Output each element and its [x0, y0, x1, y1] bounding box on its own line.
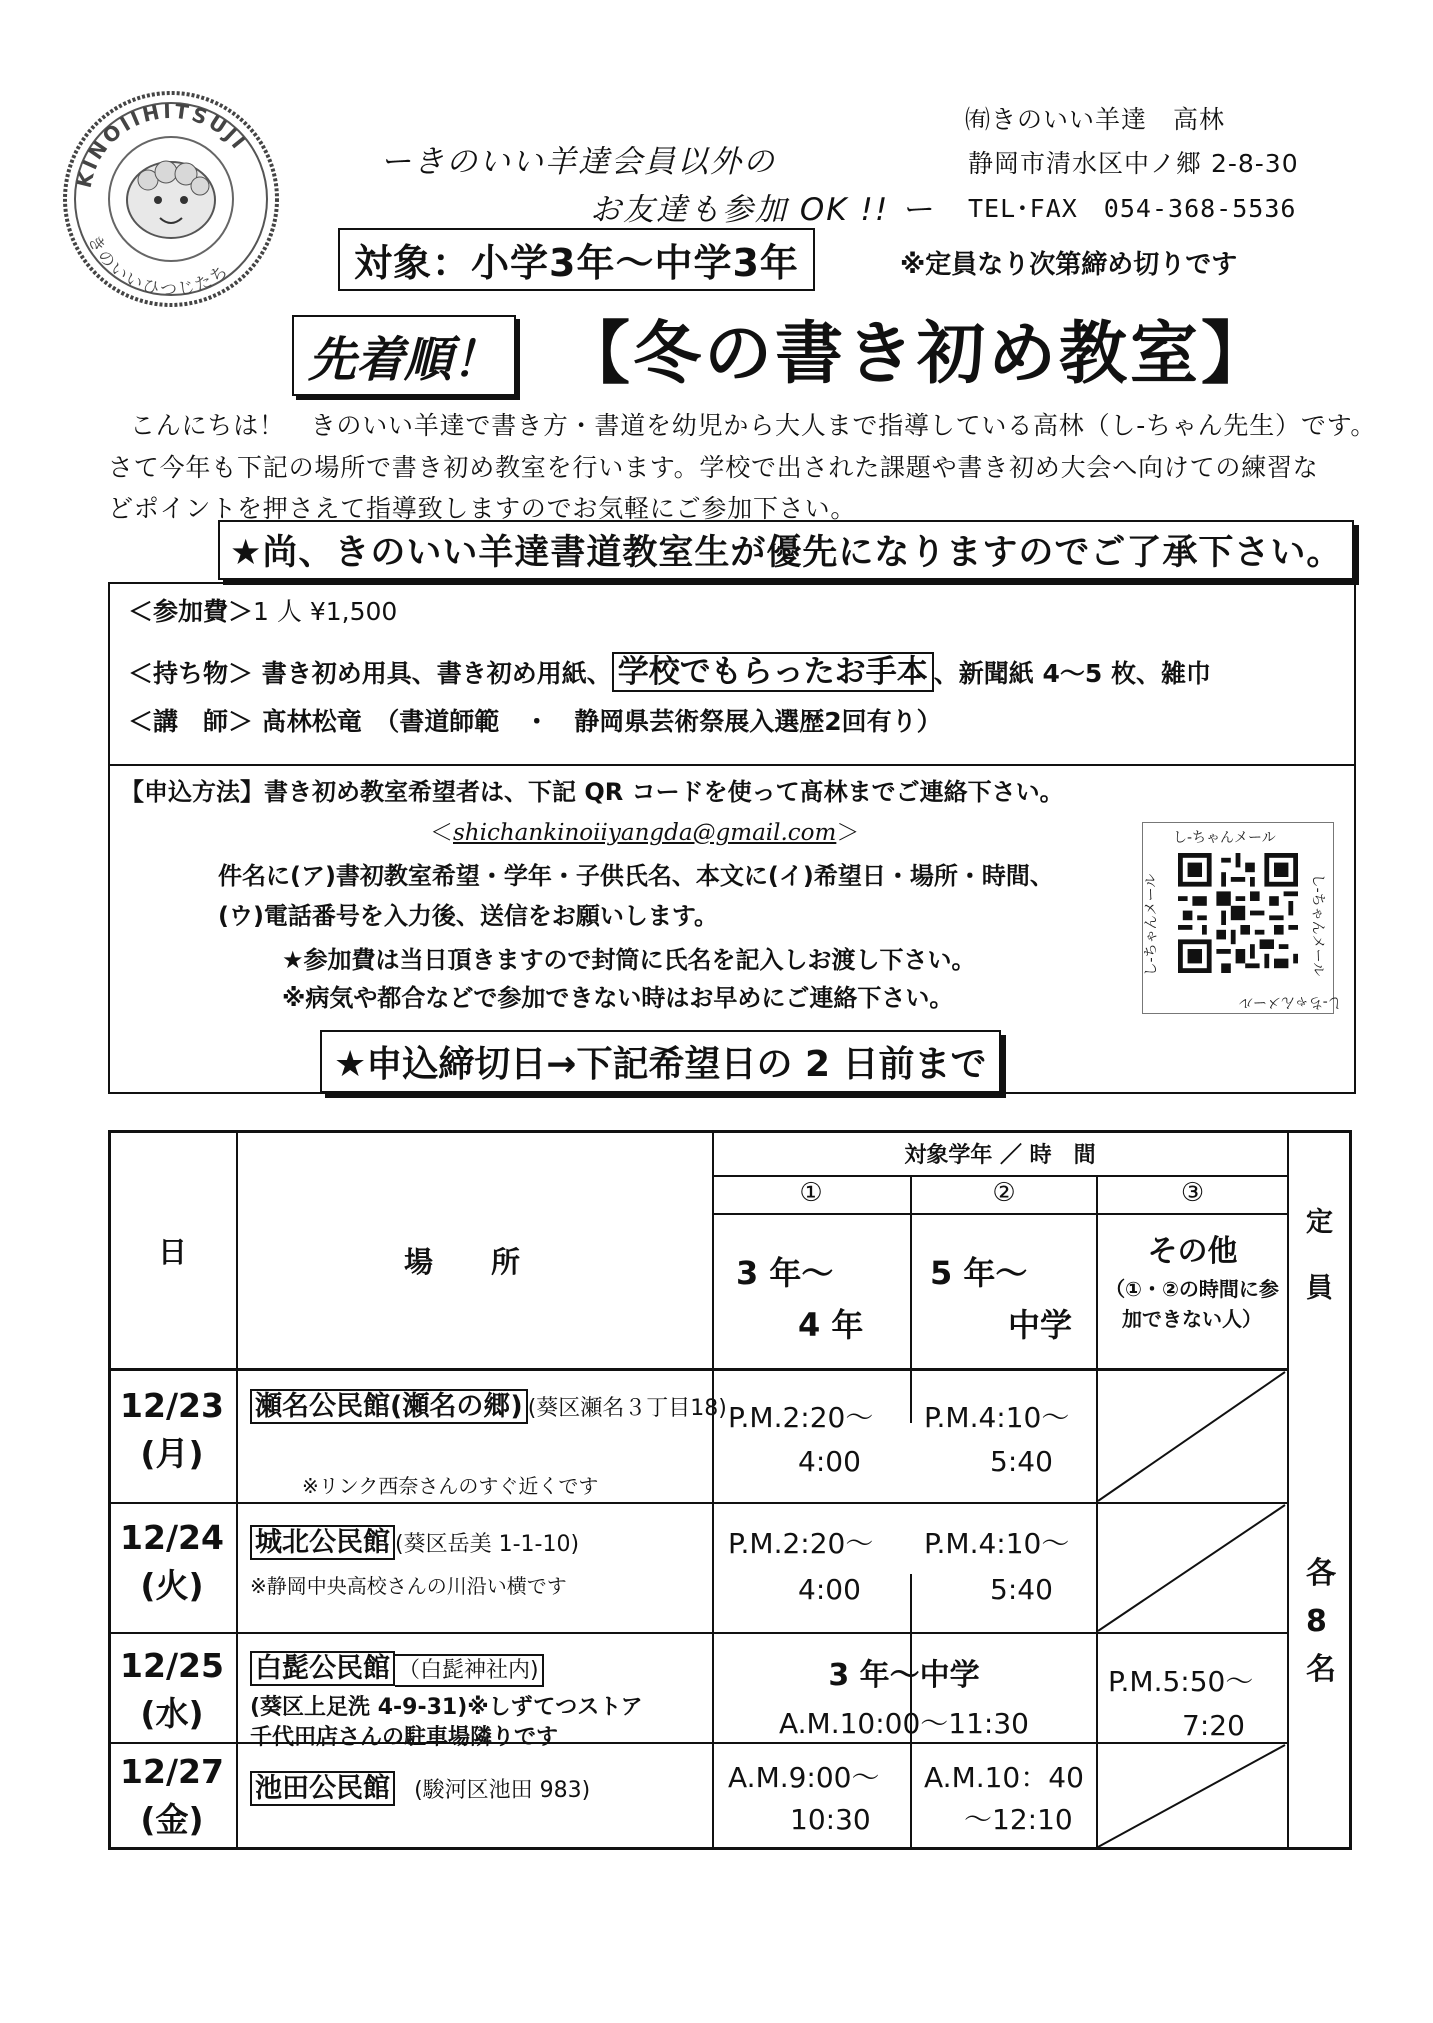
row3-merged-grade: 3 年～中学: [828, 1658, 980, 1693]
absence-note: ※病気や都合などで参加できない時はお早めにご連絡下さい。: [282, 984, 954, 1012]
row1-slot1-end: 4:00: [798, 1445, 861, 1478]
header-slot3-label: その他: [1147, 1234, 1238, 1269]
capacity-deadline-note: ※定員なり次第締め切りです: [900, 250, 1238, 280]
apply-instructions-line-2: (ウ)電話番号を入力後、送信をお願いします。: [218, 902, 719, 930]
row3-venue-extra: （白髭神社内): [395, 1654, 544, 1687]
row2-slot1-end: 4:00: [798, 1573, 861, 1606]
row3-venue-address: (葵区上足洗 4-9-31)※しずてつストア: [250, 1695, 643, 1720]
row4-date-value: 12/27: [120, 1752, 224, 1791]
row3-slot3-end: 7:20: [1182, 1709, 1245, 1742]
apply-instructions-line-1: 件名に(ア)書初教室希望・学年・子供氏名、本文に(イ)希望日・場所・時間、: [218, 862, 1054, 890]
company-telfax: TEL･FAX 054-368-5536: [968, 194, 1297, 223]
email-close-bracket: ＞: [836, 820, 860, 846]
row1-venue-name: 瀬名公民館(瀬名の郷): [250, 1389, 528, 1424]
fee-line: [128, 592, 397, 628]
header-slot2-label2: 中学: [1008, 1306, 1073, 1344]
items-post: 、新聞紙 4～5 枚、雑巾: [933, 659, 1211, 688]
info-box: [108, 582, 1356, 766]
row2-dow: (火): [140, 1566, 204, 1605]
row4-venue-address: (駿河区池田 983): [414, 1778, 591, 1803]
application-box: [108, 762, 1356, 1094]
qr-label-bottom: し-ちゃんメール: [1239, 994, 1342, 1010]
row3-venue-name: 白髭公民館: [250, 1651, 395, 1686]
row1-dow: (月): [140, 1434, 204, 1473]
row2-venue-name: 城北公民館: [250, 1525, 395, 1560]
row3-dow: (水): [140, 1694, 204, 1733]
logo-ring-top-text: KINOIIHITSUJI: [71, 98, 252, 190]
qr-code-block[interactable]: [1142, 822, 1342, 1014]
row3-merged-time: A.M.10:00～11:30: [778, 1707, 1029, 1740]
intro-line-2: さて今年も下記の場所で書き初め教室を行います。学校で出された課題や書き初め大会へ向けての練習な: [108, 453, 1319, 482]
qr-code-icon: [1178, 853, 1298, 973]
row4-slot2-end: ～12:10: [964, 1803, 1073, 1836]
header-slot1-label: 3 年～: [736, 1254, 834, 1292]
row2-venue-address: (葵区岳美 1-1-10): [395, 1532, 580, 1557]
header-grade-time: 対象学年 ／ 時 間: [904, 1143, 1096, 1168]
row2-venue: [250, 1520, 579, 1559]
row2-date-value: 12/24: [120, 1518, 224, 1557]
intro-line-1: こんにちは！ きのいい羊達で書き方・書道を幼児から大人まで指導している高林（し-ちゃん先生）です。: [130, 411, 1377, 440]
empty-slot-diagonal-row4: [1096, 1743, 1287, 1849]
row3-slot3-start: P.M.5:50～: [1108, 1665, 1254, 1698]
items-line: [128, 646, 1211, 691]
row3-date-value: 12/25: [120, 1646, 224, 1685]
header-slot2-label: 5 年～: [930, 1254, 1028, 1292]
qr-label-right: し-ちゃんメール: [1309, 873, 1326, 977]
row4-slot2-start: A.M.10：40: [924, 1761, 1084, 1794]
company-address: 静岡市清水区中ノ郷 2-8-30: [968, 149, 1299, 178]
row3-venue: [250, 1646, 544, 1685]
row2-slot2-start: P.M.4:10～: [924, 1527, 1070, 1560]
empty-slot-diagonal-row2: [1096, 1503, 1287, 1633]
row3-date: [108, 1642, 236, 1738]
row1-slot2-end: 5:40: [990, 1445, 1053, 1478]
first-come-badge: 先着順！: [292, 315, 516, 396]
qr-label-left: し-ちゃんメール: [1143, 873, 1160, 977]
row1-date-value: 12/23: [120, 1386, 224, 1425]
row4-slot1-start: A.M.9:00～: [728, 1761, 880, 1794]
company-name: ㈲きのいい羊達 高林: [965, 105, 1226, 134]
items-pre: 書き初め用具、書き初め用紙、: [261, 659, 612, 688]
row1-venue: [250, 1384, 727, 1423]
items-label: ＜持ち物＞: [128, 659, 254, 688]
teacher-label: ＜講 師＞: [128, 707, 254, 736]
header-capacity: 定員: [1306, 1207, 1333, 1304]
tagline-line2: お友達も参加 OK !! ー: [590, 192, 935, 228]
fee-label: ＜参加費＞: [128, 597, 254, 626]
row1-date: [108, 1382, 236, 1478]
logo-ring-bottom-text: きのいいひつじたち: [83, 231, 234, 301]
schedule-table: [108, 1130, 1352, 1850]
header-slot2-num: ②: [992, 1178, 1016, 1208]
header-slot3-num: ③: [1180, 1178, 1205, 1208]
page-title: 【冬の書き初め教室】: [562, 315, 1273, 394]
company-logo-stamp: [60, 88, 282, 310]
row4-slot1-end: 10:30: [790, 1803, 871, 1836]
priority-notice: ★尚、きのいい羊達書道教室生が優先になりますのでご了承下さい。: [218, 520, 1354, 580]
capacity-value: 各8名: [1306, 1556, 1336, 1687]
svg-text:きのいいひつじたち: [83, 232, 233, 300]
tagline-line1: ーきのいい羊達会員以外の: [380, 144, 776, 180]
sheep-logo-icon: [60, 88, 282, 310]
fee-payment-note: ★参加費は当日頂きますので封筒に氏名を記入しお渡し下さい。: [282, 946, 976, 974]
empty-slot-diagonal-row1: [1096, 1370, 1287, 1503]
qr-label-top: し-ちゃんメール: [1173, 830, 1276, 846]
email-address[interactable]: shichankinoiiyangda@gmail.com: [453, 820, 837, 846]
fee-value: 1 人 ¥1,500: [253, 597, 398, 626]
row4-venue: [250, 1766, 590, 1805]
row1-venue-address: (葵区瀬名３丁目18): [527, 1396, 727, 1421]
header-day: 日: [158, 1235, 188, 1269]
email-line: [430, 814, 859, 847]
row1-slot1-start: P.M.2:20～: [728, 1401, 874, 1434]
row4-date: [108, 1748, 236, 1844]
row2-slot2-end: 5:40: [990, 1573, 1053, 1606]
header-slot1-num: ①: [799, 1178, 823, 1208]
header-slot3-note: （①・②の時間に参加できない人）: [1105, 1277, 1279, 1331]
email-open-bracket: ＜: [430, 820, 453, 846]
row3-venue-note: 千代田店さんの駐車場隣りです: [250, 1725, 559, 1750]
intro-line-3: どポイントを押さえて指導致しますのでお気軽にご参加下さい。: [108, 494, 857, 523]
teacher-value: 髙林松竜 （書道師範 ・ 静岡県芸術祭展入選歴2回有り）: [261, 707, 942, 736]
row4-venue-name: 池田公民館: [250, 1771, 395, 1806]
application-deadline: ★申込締切日→下記希望日の 2 日前まで: [320, 1030, 1001, 1093]
row2-slot1-start: P.M.2:20～: [728, 1527, 874, 1560]
row1-venue-note: ※リンク西奈さんのすぐ近くです: [302, 1474, 599, 1498]
header-slot1-label2: 4 年: [798, 1306, 864, 1344]
items-highlight: 学校でもらったお手本: [612, 652, 934, 692]
row1-slot2-start: P.M.4:10～: [924, 1401, 1070, 1434]
target-grade-box: 対象：小学3年～中学3年: [338, 228, 815, 291]
row2-date: [108, 1514, 236, 1610]
apply-method-line: 【申込方法】書き初め教室希望者は、下記 QR コードを使って髙林までご連絡下さい。: [120, 778, 1064, 806]
row4-dow: (金): [140, 1800, 204, 1839]
teacher-line: [128, 702, 942, 738]
header-place: 場 所: [404, 1245, 521, 1279]
row2-venue-note: ※静岡中央高校さんの川沿い横です: [250, 1574, 567, 1598]
